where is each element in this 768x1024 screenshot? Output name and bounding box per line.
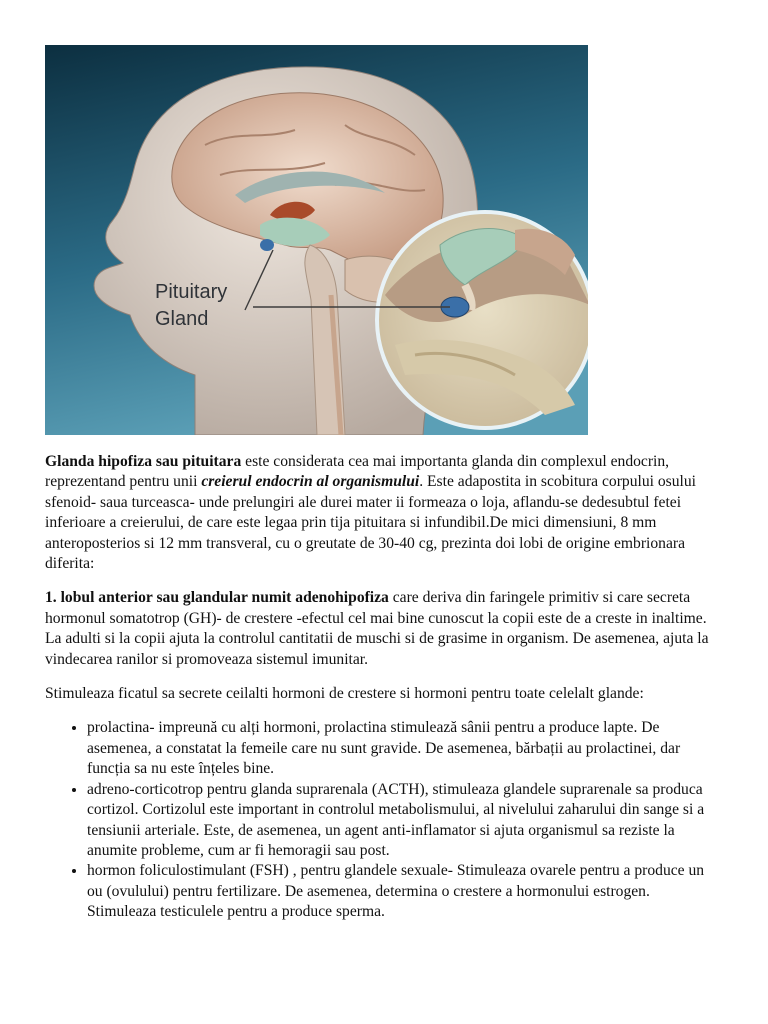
pituitary-small bbox=[260, 239, 274, 251]
intro-paragraph bbox=[45, 452, 723, 574]
intro-text-2: . Este adapostita in scobitura corpului osului sfenoid- saua turceasca- unde prelungiri ale durei mater ii formeaza o loja, aflandu-se dedesubtul fetei inferioare a creierului, de care este legaa prin tija pituitara si infundibil.De mici dimensiuni, 8 mm anteroposterios si 12 mm transveral, cu o greutate de 30-40 cg, prezinta doi lobi de origine embrionara diferita: bbox=[45, 473, 696, 573]
pituitary-illustration bbox=[45, 45, 588, 435]
pituitary-label-line2: Gland bbox=[155, 308, 209, 330]
list-item: • adreno-corticotrop pentru glanda suprarenala (ACTH), stimuleaza glandele suprarenale sa produca cortizol. Cortizolul este important in controlul metabolismului, al nivelului zaharului din sange si a tensiunii arteriale. Este, de asemenea, un agent anti-inflamator si ajuta organismul sa reziste la anumite probleme, cum ar fi hemoragii sau post. bbox=[87, 780, 723, 862]
intro-title: Glanda hipofiza sau pituitara bbox=[45, 453, 242, 470]
intro-text-1: este considerata cea mai importanta glanda din complexul endocrin, reprezentand pentru unii bbox=[45, 453, 670, 491]
section1-text: care deriva din faringele primitiv si care secreta hormonul somatotrop (GH)- de crestere -efectul cel mai bine cunoscut la copii este de a creste in inaltime. La adulti si la copii ajuta la controlul cantitatii de muschi si de grasime in organism. De asemenea, ajuta la vindecarea ranilor si promoveaza sistemul imunitar. bbox=[45, 589, 709, 668]
section1-paragraph bbox=[45, 588, 723, 670]
list-item: • prolactina- impreună cu alți hormoni, prolactina stimulează sânii pentru a produce lapte. De asemenea, a constatat la femeile care nu sunt gravide. De asemenea, bărbații au prolactinei, dar funcția sa nu este înțeles bine. bbox=[87, 718, 723, 779]
stimulates-paragraph: Stimuleaza ficatul sa secrete ceilalti hormoni de crestere si hormoni pentru toate celelalt glande: bbox=[45, 685, 644, 703]
intro-emphasis: creierul endocrin al organismului bbox=[201, 473, 420, 491]
section1-title: 1. lobul anterior sau glandular numit adenohipofiza bbox=[45, 589, 389, 607]
hormone-list bbox=[45, 718, 723, 922]
list-item: • hormon foliculostimulant (FSH) , pentru glandele sexuale- Stimuleaza ovarele pentru a produce un ou (ovulului) pentru fertilizare. De asemenea, determina o crestere a hormonului estrogen. Stimuleaza testiculele pentru a produce sperma. bbox=[87, 861, 723, 922]
article-body bbox=[45, 452, 723, 923]
zoom-inset bbox=[377, 212, 588, 428]
pituitary-label-line1: Pituitary bbox=[155, 281, 228, 303]
